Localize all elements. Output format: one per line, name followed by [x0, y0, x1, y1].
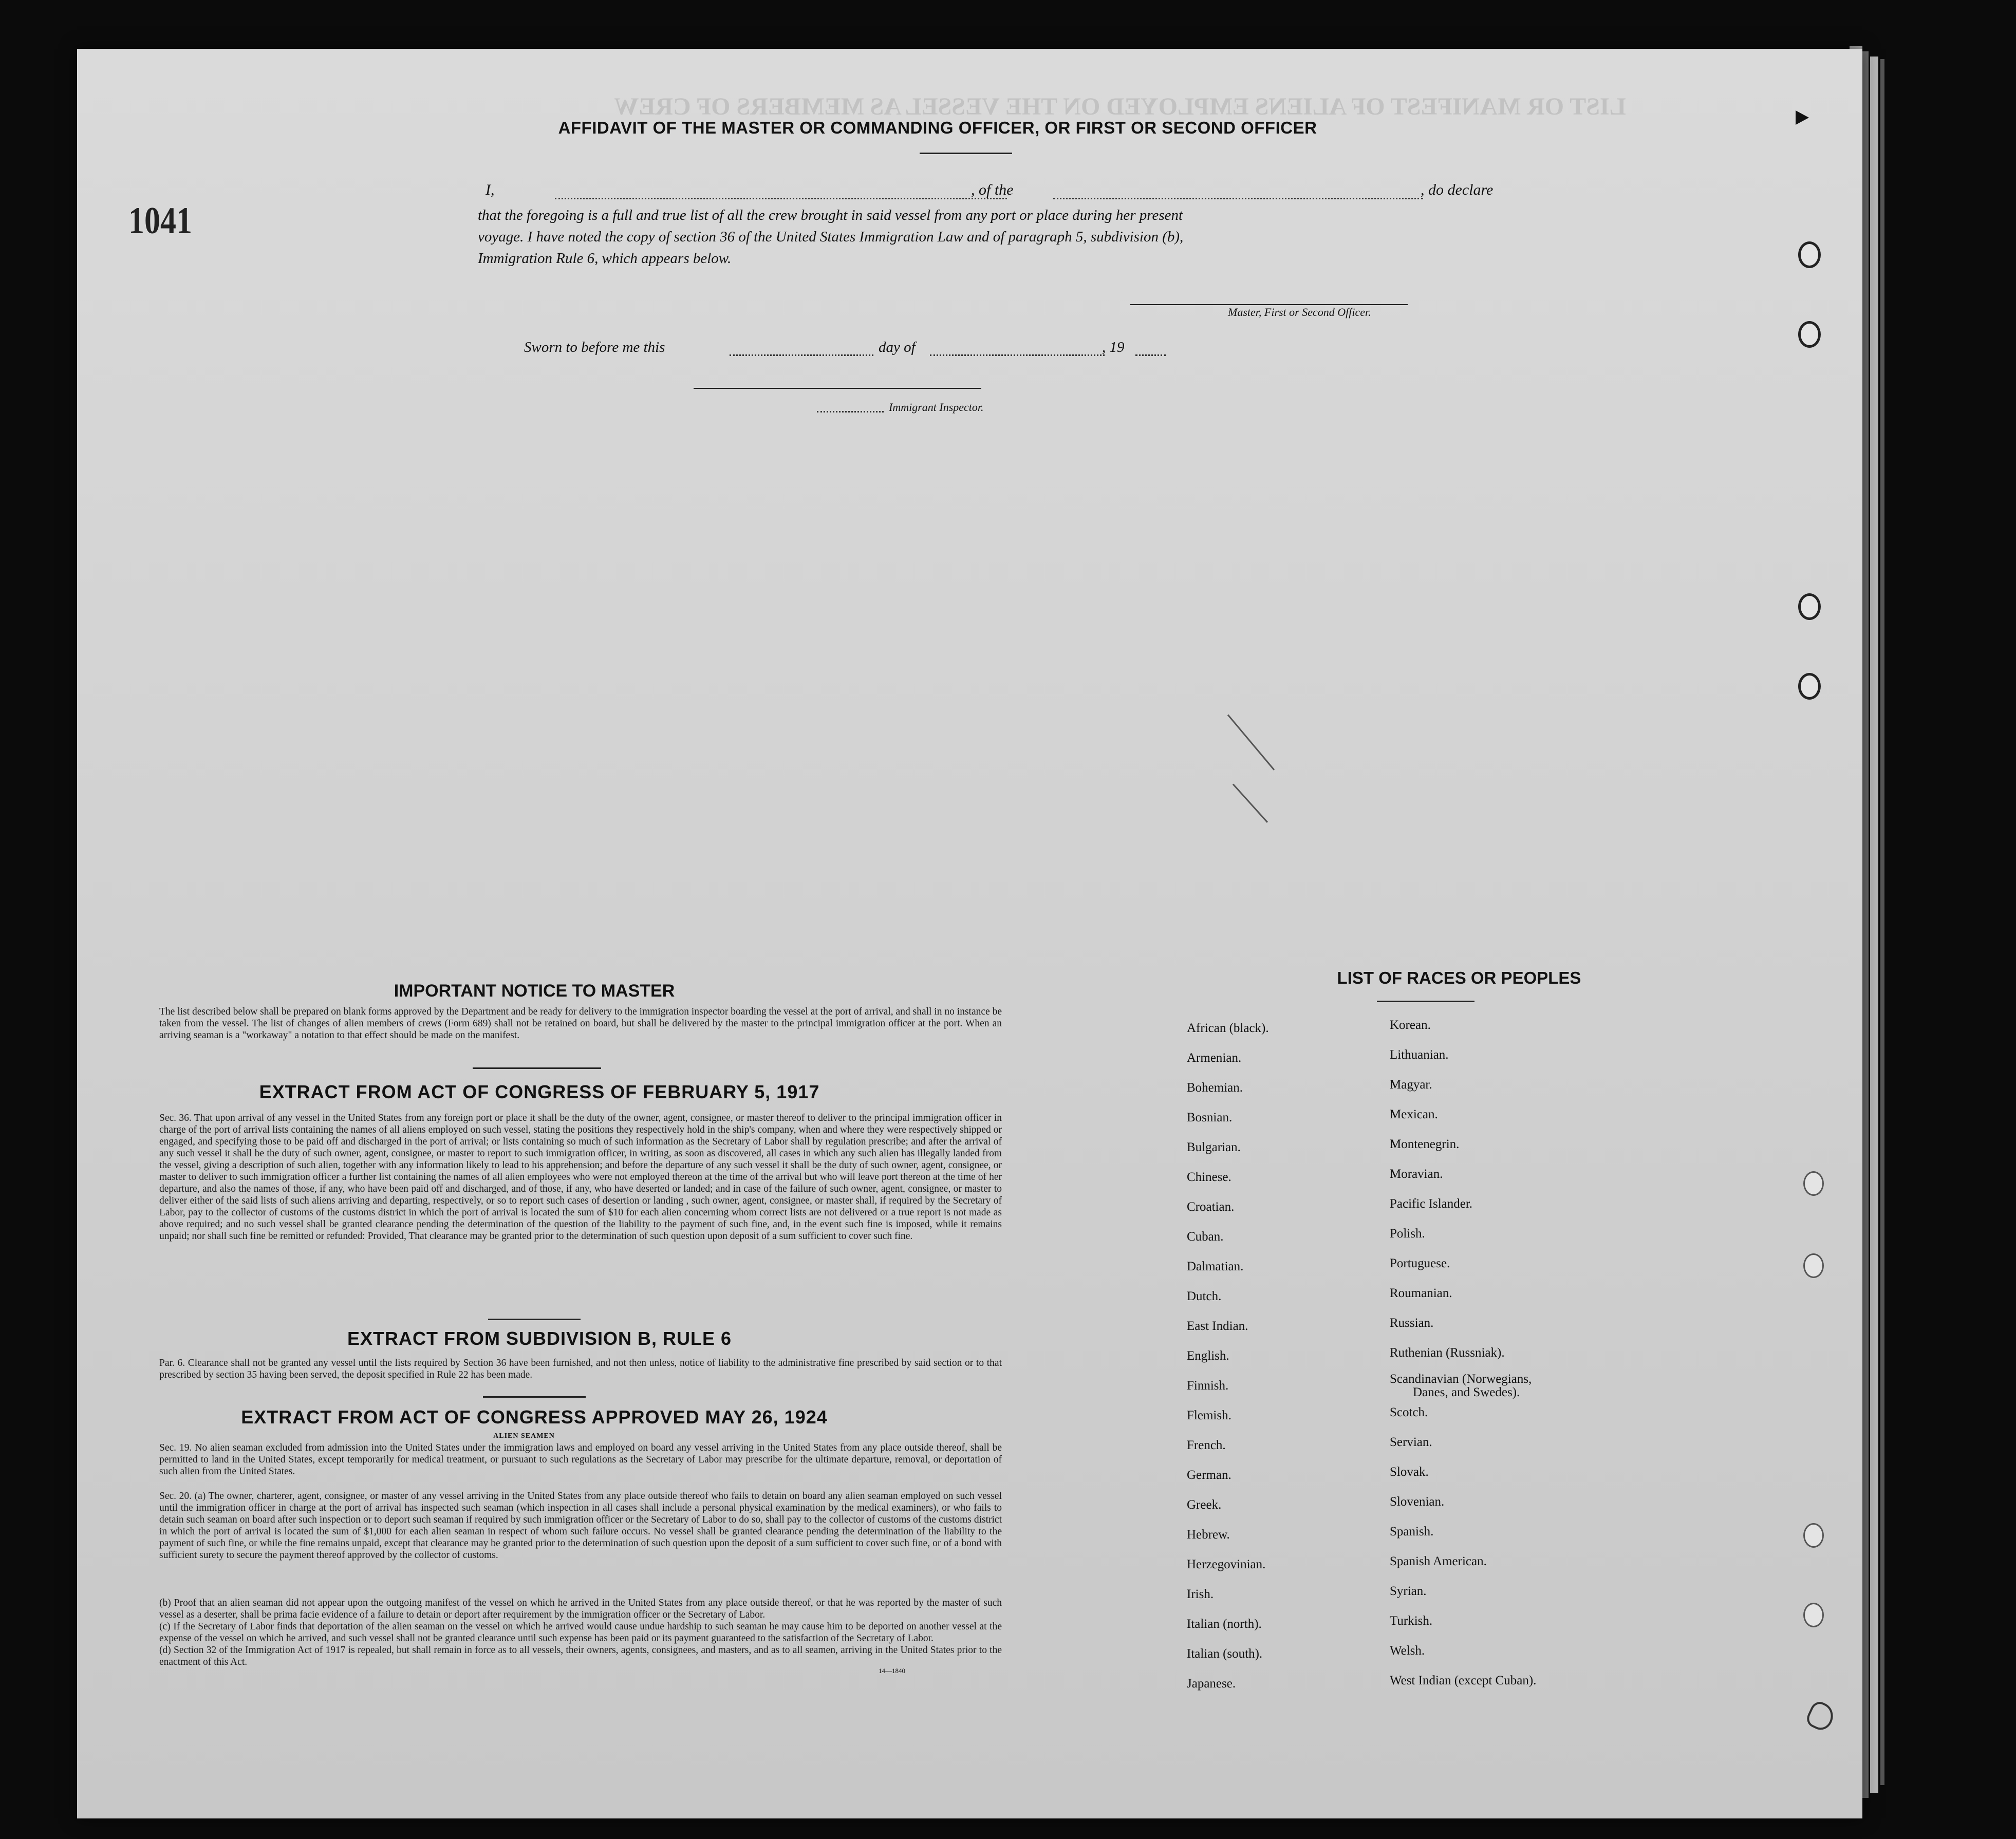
race-item: Danes, and Swedes).	[1413, 1385, 1520, 1399]
affidavit-line2: that the foregoing is a full and true list of all the crew brought in said vessel from any port or place during her present	[478, 207, 1183, 223]
race-item: Cuban.	[1187, 1230, 1224, 1244]
sworn-text: Sworn to before me this	[524, 339, 665, 355]
race-item: West Indian (except Cuban).	[1390, 1674, 1537, 1687]
race-item: Slovak.	[1390, 1465, 1429, 1479]
race-item: Greek.	[1187, 1498, 1222, 1512]
race-item: Armenian.	[1187, 1051, 1242, 1065]
race-item: Mexican.	[1390, 1108, 1438, 1121]
affidavit-i: I,	[486, 181, 495, 198]
pencil-mark	[1233, 783, 1268, 822]
race-item: Irish.	[1187, 1587, 1214, 1601]
pencil-mark	[1227, 715, 1275, 771]
notice-text: The list described below shall be prepared on blank forms approved by the Department and be ready for delivery to the immigration inspector boarding the vessel at the port of arrival, and shall in no instance be taken from the vessel. The list of changes of alien members of crews (Form 689) shall not be retained on board, but shall be delivered by the master to the principal immigration officer at the port. When an arriving seaman is a "workaway" a notation to that effect should be made on the manifest.	[159, 1006, 1002, 1041]
race-item: Scandinavian (Norwegians,	[1390, 1372, 1532, 1386]
race-item: Bosnian.	[1187, 1111, 1233, 1124]
sec20a-text: Sec. 20. (a) The owner, charterer, agent, consignee, or master of any vessel arriving in the United States from any place outside thereof who fails to detain on board any alien seaman employed on such vessel until the immigration officer in charge at the port of arrival has inspected such seaman (which inspection in all cases shall include a personal physical examination by the medical examiners), or who fails to detain such seaman on board after such inspection or to deport such seaman if required by such immigration officer or the Secretary of Labor to do so, shall pay to the collector of customs of the customs district in which the port of arrival is located the sum of $1,000 for each alien seaman in respect of whom such failure occurs. No vessel shall be granted clearance pending the determination of the liability to the payment of such fine, or while the fine remains unpaid, except that clearance may be granted prior to the determination of such question upon the deposit of a sum sufficient to cover such fine, or of a bond with sufficient surety to secure the payment thereof approved by the collector of customs.	[159, 1491, 1002, 1561]
affidavit-title: AFFIDAVIT OF THE MASTER OR COMMANDING OFFICER, OR FIRST OR SECOND OFFICER	[558, 118, 1317, 137]
race-item: Moravian.	[1390, 1167, 1443, 1181]
race-item: Montenegrin.	[1390, 1137, 1460, 1151]
page-edge	[1880, 59, 1884, 1785]
race-item: Syrian.	[1390, 1584, 1427, 1598]
form-number: 14—1840	[879, 1667, 905, 1675]
race-item: Bohemian.	[1187, 1081, 1243, 1095]
extract-1917-text: Sec. 36. That upon arrival of any vessel in the United States from any foreign port or place it shall be the duty of the owner, agent, consignee, or master thereof to deliver to the principal immigration officer in charge of the port of arrival lists containing the names of all aliens employed on such vessel, stating the positions they respectively hold in the ship's company, when and where they were respectively shipped or engaged, and specifying those to be paid off and discharged in the port of arrival; or lists containing so much of such information as the Secretary of Labor shall by regulation prescribe; and after the arrival of any such vessel it shall be the duty of such owner, agent, consignee, or master to report to such immigration officer, in writing, as soon as discovered, all cases in which any such alien has illegally landed from the vessel, giving a description of such alien, together with any information likely to lead to his apprehension; and before the departure of any such vessel it shall be the duty of such owner, agent, consignee, or master to deliver to such immigration officer a further list containing the names of all alien employees who were not employed thereon at the time of the arrival but who will leave port thereon at the time of her departure, and also the names of those, if any, who have been paid off and discharged, and of those, if any, who have deserted or landed; and in case of the failure of such owner, agent, consignee, or master to deliver either of the said lists of such aliens arriving and departing, respectively, or so to report such cases of desertion or landing , such owner, agent, consignee, or master shall, if required by the Secretary of Labor, pay to the collector of customs of the customs district in which the port of arrival is located the sum of $10 for each alien concerning whom correct lists are not delivered or a true report is not made as above required; and no such vessel shall be granted clearance pending the determination of the question of the liability to the payment of such fine, and, in the event such fine is imposed, while it remains unpaid; nor shall such fine be remitted or refunded: Provided, That clearance may be granted prior to the determination of such question upon deposit of a sum sufficient to cover such fine.	[159, 1113, 1002, 1242]
race-item: English.	[1187, 1349, 1229, 1363]
race-item: Polish.	[1390, 1227, 1425, 1241]
race-item: Bulgarian.	[1187, 1140, 1241, 1154]
notice-divider	[473, 1067, 601, 1069]
page-edge	[1862, 51, 1869, 1798]
race-item: Spanish.	[1390, 1525, 1434, 1538]
affidavit-line4: Immigration Rule 6, which appears below.	[478, 250, 732, 267]
race-item: Magyar.	[1390, 1078, 1432, 1092]
race-item: Slovenian.	[1390, 1495, 1445, 1509]
subdivision-text: Par. 6. Clearance shall not be granted any vessel until the lists required by Section 36 have been furnished, and not then unless, notice of liability to the administrative fine prescribed by said section or to that prescribed by section 35 having been served, the deposit specified in Rule 22 has been made.	[159, 1358, 1002, 1380]
year-blank	[1135, 354, 1166, 356]
subdivision-title: EXTRACT FROM SUBDIVISION B, RULE 6	[347, 1328, 732, 1349]
race-item: Italian (south).	[1187, 1647, 1263, 1661]
race-item: Russian.	[1390, 1316, 1434, 1330]
affidavit-declare: , do declare	[1421, 181, 1494, 198]
binder-hole	[1803, 1171, 1824, 1196]
race-item: Flemish.	[1187, 1409, 1231, 1422]
race-item: Welsh.	[1390, 1644, 1425, 1658]
sec20b-text: (b) Proof that an alien seaman did not appear upon the outgoing manifest of the vessel on which he arrived in the United States from any place outside thereof, or that he was reported by the master of such vessel as a deserter, shall be prima facie evidence of a failure to detain or deport after requirement by the immigration officer or the Secretary of Labor.	[159, 1598, 1002, 1620]
signature-label: Master, First or Second Officer.	[1228, 306, 1371, 318]
binder-hole	[1803, 1523, 1824, 1548]
corner-tab-mark	[1796, 110, 1809, 125]
day-blank	[730, 354, 873, 356]
binder-hole	[1803, 1603, 1824, 1627]
race-item: Croatian.	[1187, 1200, 1235, 1214]
extract-1924-title: EXTRACT FROM ACT OF CONGRESS APPROVED MAY 26, 1924	[241, 1406, 828, 1428]
race-item: French.	[1187, 1438, 1226, 1452]
race-item: Dalmatian.	[1187, 1260, 1244, 1273]
race-item: Scotch.	[1390, 1405, 1428, 1419]
title-underline	[920, 153, 1012, 154]
binder-hole	[1798, 673, 1821, 700]
pencil-squiggle	[1804, 1699, 1837, 1733]
race-item: Roumanian.	[1390, 1286, 1452, 1300]
side-page-number: 1041	[128, 200, 192, 242]
signature-line	[1130, 304, 1408, 305]
sec19-text: Sec. 19. No alien seaman excluded from admission into the United States under the immigration laws and employed on board any vessel arriving in the United States from any place outside thereof, shall be permitted to land in the United States, except temporarily for medical treatment, or pursuant to such regulations as the Secretary of Labor may prescribe for the ultimate departure, removal, or deportation of such alien from the United States.	[159, 1442, 1002, 1477]
race-item: East Indian.	[1187, 1319, 1248, 1333]
binder-hole	[1803, 1253, 1824, 1278]
races-underline	[1377, 1001, 1474, 1002]
day-of-text: day of	[879, 339, 916, 355]
race-item: Herzegovinian.	[1187, 1557, 1266, 1571]
race-item: Hebrew.	[1187, 1528, 1230, 1542]
binder-hole	[1798, 321, 1821, 348]
year-text: , 19	[1102, 339, 1125, 355]
extract-1917-divider	[488, 1319, 581, 1320]
race-item: Ruthenian (Russniak).	[1390, 1346, 1505, 1360]
race-item: Japanese.	[1187, 1677, 1236, 1691]
manifest-sheet	[77, 49, 1862, 1818]
race-item: Korean.	[1390, 1018, 1431, 1032]
extract-1917-title: EXTRACT FROM ACT OF CONGRESS OF FEBRUARY 5, 1917	[259, 1081, 820, 1102]
binder-hole	[1798, 241, 1821, 268]
inspector-dotted	[817, 411, 884, 412]
subdivision-divider	[483, 1396, 586, 1398]
race-item: Chinese.	[1187, 1170, 1231, 1184]
race-item: Lithuanian.	[1390, 1048, 1449, 1062]
affidavit-of-the: , of the	[971, 181, 1014, 198]
sec20d-text: (d) Section 32 of the Immigration Act of 1917 is repealed, but shall remain in force as to all vessels, their owners, agents, consignees, and masters, and as to all seamen, arriving in the United States prior to the enactment of this Act.	[159, 1645, 1002, 1667]
notice-title: IMPORTANT NOTICE TO MASTER	[394, 981, 675, 1001]
race-item: Portuguese.	[1390, 1256, 1450, 1270]
race-item: Pacific Islander.	[1390, 1197, 1473, 1211]
race-item: Italian (north).	[1187, 1617, 1262, 1631]
race-item: African (black).	[1187, 1021, 1269, 1035]
race-item: Turkish.	[1390, 1614, 1433, 1628]
race-item: Servian.	[1390, 1435, 1432, 1449]
month-blank	[930, 354, 1105, 356]
affidavit-line3: voyage. I have noted the copy of section 36 of the United States Immigration Law and of paragraph 5, subdivision (b),	[478, 229, 1184, 245]
sec20c-text: (c) If the Secretary of Labor finds that deportation of the alien seaman on the vessel on which he arrived would cause undue hardship to such seaman he may cause him to be deported on another vessel at the expense of the vessel on which he arrived, and such vessel shall not be granted clearance until such expense has been paid or its payment guaranteed to the satisfaction of the Secretary of Labor.	[159, 1621, 1002, 1644]
race-item: German.	[1187, 1468, 1231, 1482]
binder-hole	[1798, 593, 1821, 620]
race-item: Finnish.	[1187, 1379, 1229, 1393]
bleed-through-text: LIST OR MANIFEST OF ALIENS EMPLOYED ON THE VESSEL AS MEMBERS OF CREW	[614, 93, 1626, 120]
races-title: LIST OF RACES OR PEOPLES	[1337, 968, 1581, 987]
page-edge	[1870, 57, 1878, 1793]
vessel-blank	[1053, 198, 1423, 199]
alien-seamen-subtitle: ALIEN SEAMEN	[493, 1432, 555, 1440]
inspector-line	[694, 388, 981, 389]
race-item: Spanish American.	[1390, 1554, 1487, 1568]
name-blank	[555, 198, 1007, 199]
inspector-label: Immigrant Inspector.	[889, 401, 984, 414]
race-item: Dutch.	[1187, 1289, 1222, 1303]
